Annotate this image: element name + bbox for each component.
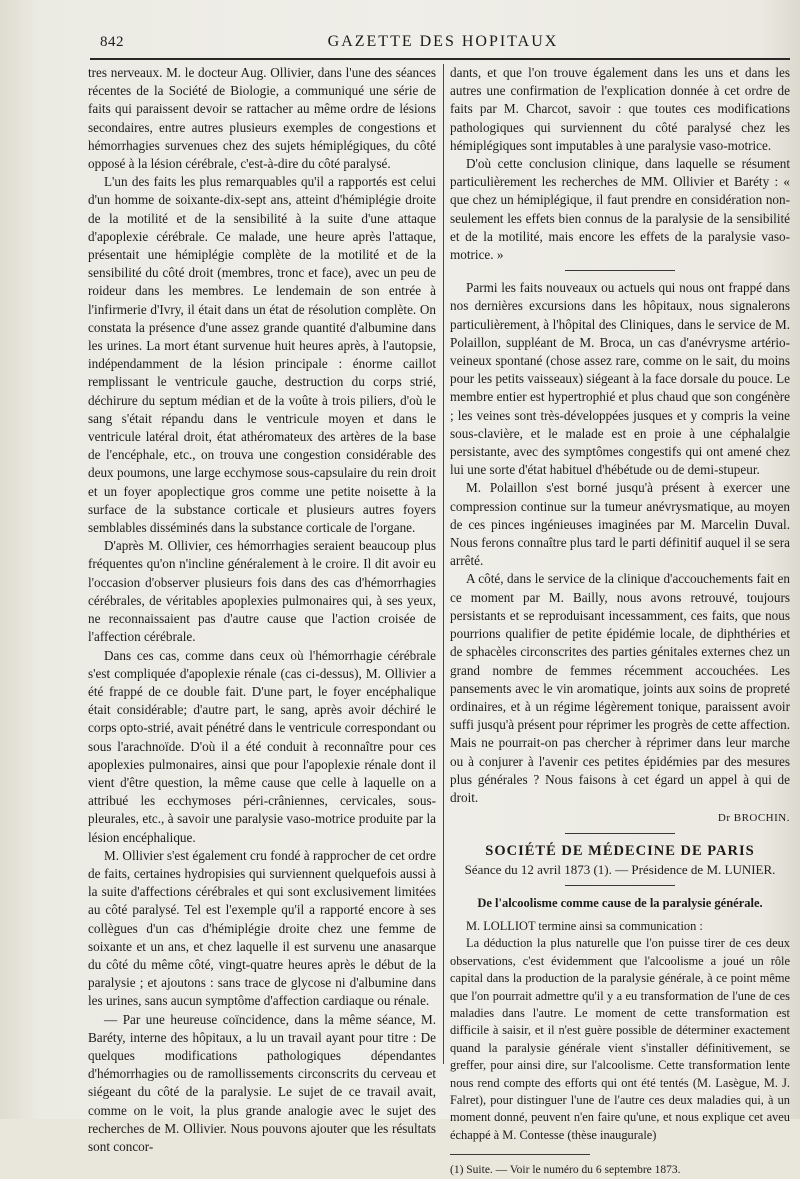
page-header	[100, 30, 786, 56]
section-separator	[565, 833, 675, 834]
page-number: 842	[100, 34, 124, 50]
paragraph: Parmi les faits nouveaux ou actuels qui nous ont frappé dans nos dernières excursions dans les hôpitaux, nous signalerons particulièrement, à l'hôpital des Cliniques, dans le service de M. Polaillon, suppléant de M. Broca, un cas d'anévrysme artério-veineux spontané (chose assez rare, comme on le sait, du moins pour les petits vaisseaux) siégeant à la face dorsale du pouce. Le membre entier est hypertrophié et plus chaud que son congénère ; les veines sont très-développées jusques et y compris la veine sous-clavière, et le malade est en proie à une céphalalgie persistante, avec des symptômes congestifs qui ont amené chez lui une sorte d'état habituel d'hébétude ou de demi-stupeur.	[450, 280, 790, 478]
speaker-line: M. LOLLIOT termine ainsi sa communication :	[466, 918, 703, 933]
paragraph: D'après M. Ollivier, ces hémorrhagies seraient beaucoup plus fréquentes qu'on n'incline généralement à le croire. Il dit avoir eu l'occasion d'observer plusieurs fois dans des cas d'hémorrhagies cérébrales, de véritables apoplexies pulmonaires qui, à ses yeux, ne reconnaissaient pas d'autre cause que l'action croisée de l'affection cérébrale.	[88, 538, 436, 645]
paragraph: La déduction la plus naturelle que l'on puisse tirer de ces deux observations, c'est évidemment que l'alcoolisme a joué un rôle capital dans la production de la paralysie générale, à ce point même que l'on pourrait admettre qu'il y a eu transformation de l'une de ces maladies dans l'autre. Le moment de cette transformation est difficile à saisir, et il n'est guère possible de déterminer exactement quand la paralysie générale vient s'installer définitivement, se greffer, pour ainsi dire, sur l'alcoolisme. Cette transformation lente nous rend compte des efforts qui ont été tentés (M. Lasègue, M. J. Falret), pour distinguer l'une de l'autre ces deux maladies qui, à un moment donné, peuvent n'en faire qu'une, et nous explique cet aveu échappé à M. Contesse (thèse inaugurale)	[450, 936, 790, 1142]
paragraph: D'où cette conclusion clinique, dans laquelle se résument particulièrement les recherches de MM. Ollivier et Baréty : « que chez un hémiplégique, il faut prendre en considération non-seulement les effets bien connus de la paralysie de la sensibilité et de la motilité, mais encore les effets de la paralysie vaso-motrice. »	[450, 156, 790, 263]
paragraph: tres nerveaux. M. le docteur Aug. Ollivier, dans l'une des séances récentes de la Société de Biologie, a communiqué une série de faits qui paraissent devoir se rattacher au même ordre de lésions secondaires, entre autres plusieurs exemples de congestions et hémorrhagies survenues chez des sujets hémiplégiques, du côté opposé à la lésion cérébrale, c'est-à-dire du côté paralysé.	[88, 65, 436, 172]
footnote: (1) Suite. — Voir le numéro du 6 septembre 1873.	[450, 1164, 681, 1177]
section-separator	[565, 885, 675, 886]
section-title: De l'alcoolisme comme cause de la paralysie générale.	[477, 895, 763, 910]
header-rule	[90, 58, 790, 60]
journal-title: GAZETTE DES HOPITAUX	[327, 33, 559, 50]
right-column	[450, 64, 790, 1179]
left-column	[88, 64, 436, 1156]
paragraph: M. Ollivier s'est également cru fondé à rapprocher de cet ordre de faits, certaines hydropisies qui surviennent quelquefois aussi à la suite d'affections cérébrales et qui sont exclusivement limitées au côté paralysé. Tel est l'exemple qu'il a rapporté encore à ses collègues d'un cas d'hémiplégie droite chez une femme de soixante et un ans, et chez laquelle il est survenu une anasarque du côté du même côté, vingt-quatre heures après le début de la paralysie ; et ajoutons : sans trace de glycose ni d'albumine dans les urines, sans aucun symptôme d'affection cardiaque ou rénale.	[88, 847, 436, 1009]
society-heading: SOCIÉTÉ DE MÉDECINE DE PARIS	[485, 843, 755, 860]
paragraph: dants, et que l'on trouve également dans les uns et dans les autres une confirmation de l'explication donnée à cet ordre de faits par M. Charcot, savoir : que toutes ces modifications pathologiques qui surviennent du côté paralysé chez les hémiplégiques sont imputables à une paralysie vaso-motrice.	[450, 65, 790, 153]
paragraph: — Par une heureuse coïncidence, dans la même séance, M. Baréty, interne des hôpitaux, a lu un travail ayant pour titre : De quelques modifications pathologiques dépendantes d'hémorrhagies ou de ramollissements circonscrits du cerveau et siégeant du côté de la paralysie. Le sujet de ce travail avait, comme on le voit, la plus grande analogie avec le sujet des recherches de M. Ollivier. Nous pouvons ajouter que les résultats sont concor-	[88, 1011, 436, 1154]
section-separator	[565, 270, 675, 271]
paragraph: L'un des faits les plus remarquables qu'il a rapportés est celui d'un homme de soixante-dix-sept ans, atteint d'hémiplégie droite de la motilité et de la sensibilité à la suite d'une attaque d'apoplexie cérébrale. Ce malade, une heure après l'attaque, présentait une hémiplégie complète de la motilité et de la sensibilité du côté droit (membres, tronc et face), avec un peu de roideur dans les membres. Le lendemain de son entrée à l'infirmerie d'Ivry, il était dans un état de résolution complète. On constata la présence d'une assez grande quantité d'albumine dans les urines. La mort étant survenue huit heures après, à l'autopsie, indépendamment de la lésion principale : énorme caillot remplissant le ventricule gauche, destruction du corps strié, déchirure du septum médian et de la voûte à trois piliers, d'où le sang s'était répandu dans le ventricule moyen et dans le ventricule latéral droit, état athéromateux des artères de la base de l'encéphale, etc., on trouva une congestion considérable des deux poumons, une large ecchymose sous-capsulaire du rein droit et un foyer apoplectique gros comme une petite noisette à la surface de la substance corticale et plusieurs autres foyers semblables disséminés dans la substance corticale de l'organe.	[88, 174, 436, 536]
author-signature: Dr BROCHIN.	[717, 812, 790, 825]
paragraph: Dans ces cas, comme dans ceux où l'hémorrhagie cérébrale s'est compliquée d'apoplexie rénale (cas ci-dessus), M. Ollivier a été frappé de ce double fait. D'une part, le foyer encéphalique était considérable; d'autre part, le sang, après avoir déchiré le corps opto-strié, avait pénétré dans le ventricule correspondant ou sous l'arachnoïde. D'où il a été conduit à reconnaître pour ces apoplexies pulmonaires, ainsi que pour l'apoplexie rénale dont il vient d'être question, la même cause que celle à laquelle on a attribué les ecchymoses péri-crâniennes, cervicales, sous-pleurales, etc., à savoir une paralysie vaso-motrice produite par la lésion encéphalique.	[88, 647, 436, 845]
session-line: Séance du 12 avril 1873 (1). — Présidence de M. LUNIER.	[464, 861, 776, 877]
footnote-rule	[450, 1154, 590, 1155]
paragraph: M. Polaillon s'est borné jusqu'à présent à exercer une compression continue sur la tumeur anévrysmatique, au moyen de ces pinces ingénieuses imaginées par M. Marcelin Duval. Nous ferons connaître plus tard le parti définitif auquel il se sera arrêté.	[450, 480, 790, 569]
paragraph: A côté, dans le service de la clinique d'accouchements fait en ce moment par M. Bailly, nous avons retrouvé, toujours persistants et se reproduisant incessamment, ces faits, que nous pourrions qualifier de petite épidémie locale, de diphthéries et de sphacèles circonscrites des parties génitales externes chez un grand nombre de femmes récemment accouchées. Les pansements avec le vin aromatique, joints aux soins de propreté ordinaires, et à un régime légèrement tonique, paraissent avoir suffi jusqu'à présent pour réprimer les progrès de cette affection. Mais ne pourrait-on pas chercher à réprimer dans leur marche ou à conjurer à l'avenir ces petites épidémies par des mesures plus générales ? Nous faisons à cet égard un appel à qui de droit.	[450, 571, 790, 805]
column-divider	[443, 64, 444, 1064]
